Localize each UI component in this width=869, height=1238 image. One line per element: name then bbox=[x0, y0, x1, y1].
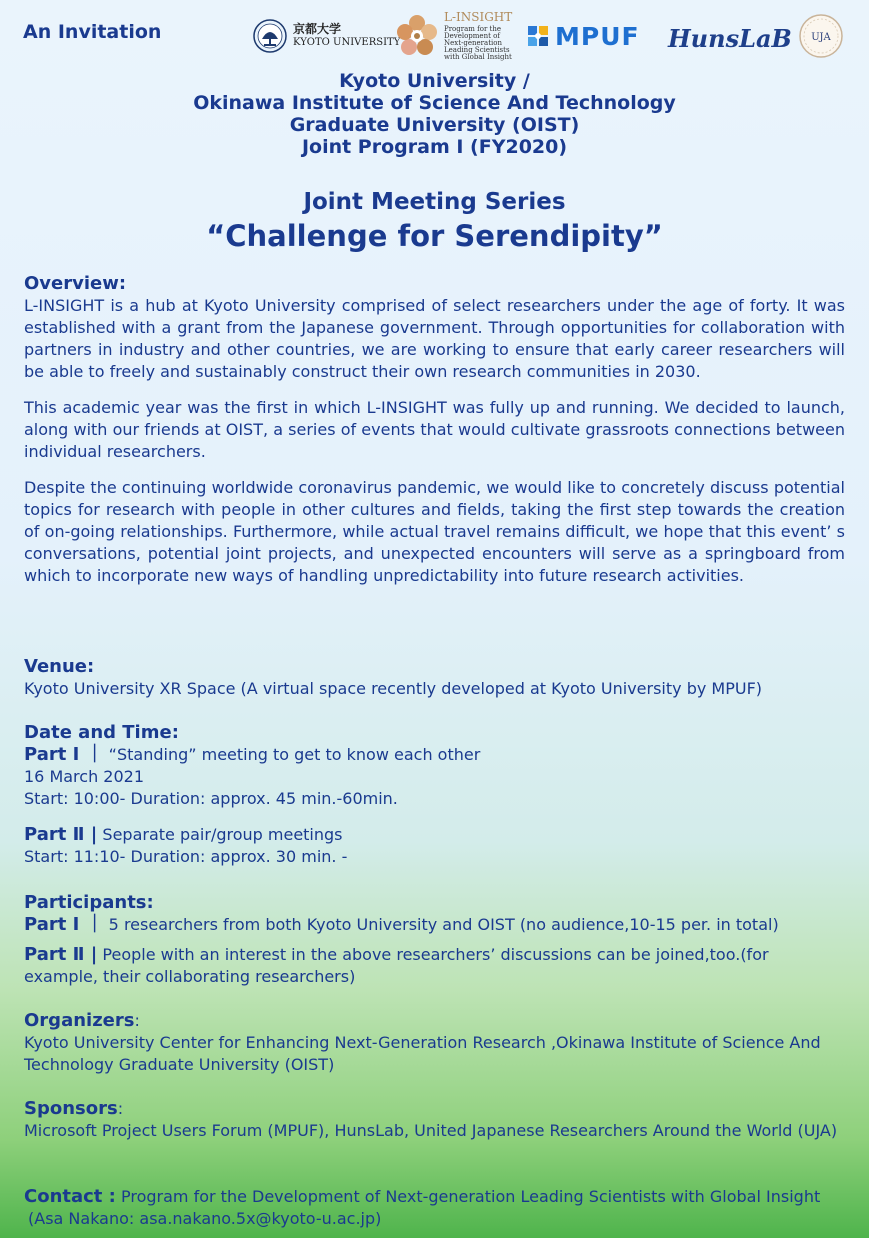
venue-text: Kyoto University XR Space (A virtual space recently developed at Kyoto University by MPUF) bbox=[24, 679, 763, 698]
contact-section bbox=[24, 1186, 845, 1230]
datetime-section bbox=[24, 722, 845, 868]
sponsors-section bbox=[24, 1098, 845, 1142]
sponsors-colon: : bbox=[117, 1099, 124, 1118]
header-bar bbox=[0, 0, 869, 70]
l-insight-name: L-INSIGHT bbox=[444, 10, 513, 24]
flower-icon bbox=[394, 13, 440, 59]
datetime-part1-label: Part Ⅰ ｜ bbox=[24, 744, 104, 765]
uja-logo bbox=[798, 12, 844, 60]
mpuf-puzzle-icon bbox=[527, 25, 549, 47]
participants-part2-label: Part Ⅱ | bbox=[24, 944, 98, 965]
ku-logo-en: KYOTO UNIVERSITY bbox=[293, 37, 401, 48]
series-title: Joint Meeting Series bbox=[303, 189, 566, 215]
ku-logo-jp: 京都大学 bbox=[293, 22, 342, 36]
title-line-4: Joint Program Ⅰ (FY2020) bbox=[301, 136, 568, 158]
sponsors-text: Microsoft Project Users Forum (MPUF), HunsLab, United Japanese Researchers Around the World (UJA) bbox=[24, 1121, 838, 1140]
participants-part1-text: 5 researchers from both Kyoto University and OIST (no audience,10-15 per. in total) bbox=[108, 915, 779, 934]
contact-heading: Contact : bbox=[24, 1186, 116, 1207]
datetime-part1-time: Start: 10:00- Duration: approx. 45 min.-60min. bbox=[24, 789, 398, 808]
kyoto-university-logo bbox=[253, 12, 400, 60]
participants-part2-text: People with an interest in the above researchers’ discussions can be joined,too.(for example, their collaborating researchers) bbox=[24, 945, 769, 986]
overview-paragraph-3: Despite the continuing worldwide coronavirus pandemic, we would like to concretely discuss potential topics for research with people in other cultures and fields, taking the first step towards the creation of on-going relationships. Furthermore, while actual travel remains difficult, we hope that this event’ s conversations, potential joint projects, and unexpected encounters will serve as a springboard from which to incorporate new ways of handling unpredictability into future research activities. bbox=[24, 478, 845, 585]
venue-heading: Venue: bbox=[24, 656, 95, 677]
sponsors-heading: Sponsors bbox=[24, 1098, 118, 1119]
mpuf-logo bbox=[527, 12, 640, 60]
overview-paragraph-2: This academic year was the first in which L-INSIGHT was fully up and running. We decided to launch, along with our friends at OIST, a series of events that would cultivate grassroots connections between individual researchers. bbox=[24, 398, 845, 461]
l-insight-subtitle: Program for the Development of Next-generation Leading Scientists with Global Insight bbox=[444, 25, 512, 61]
ku-emblem-icon bbox=[253, 19, 287, 53]
title-line-2: Okinawa Institute of Science And Technology bbox=[193, 92, 676, 114]
organizers-colon: : bbox=[134, 1011, 140, 1030]
datetime-heading: Date and Time: bbox=[24, 722, 179, 743]
hunslab-logo: HunsLaB bbox=[668, 23, 792, 53]
uja-text: UJA bbox=[811, 32, 831, 43]
participants-section bbox=[24, 892, 845, 988]
overview-paragraph-1: L-INSIGHT is a hub at Kyoto University comprised of select researchers under the age of forty. It was established with a grant from the Japanese government. Through opportunities for collaboration with partners in industry and other countries, we are working to ensure that early career researchers will be able to freely and sustainably construct their own research communities in 2030. bbox=[24, 296, 845, 381]
datetime-part1-date: 16 March 2021 bbox=[24, 767, 145, 786]
organizers-text: Kyoto University Center for Enhancing Next-Generation Research ,Okinawa Institute of Science And Technology Graduate University (OIST) bbox=[24, 1033, 821, 1074]
event-title: “Challenge for Serendipity” bbox=[206, 219, 663, 253]
participants-part1-label: Part Ⅰ ｜ bbox=[24, 914, 104, 935]
datetime-part2-time: Start: 11:10- Duration: approx. 30 min. - bbox=[24, 847, 348, 866]
title-line-1: Kyoto University / bbox=[339, 70, 530, 92]
datetime-part2-label: Part Ⅱ | bbox=[24, 824, 98, 845]
contact-person: (Asa Nakano: asa.nakano.5x@kyoto-u.ac.jp) bbox=[28, 1209, 382, 1228]
uja-seal-icon bbox=[798, 13, 844, 59]
contact-text: Program for the Development of Next-generation Leading Scientists with Global Insight bbox=[120, 1187, 821, 1206]
datetime-part1-text: “Standing” meeting to get to know each other bbox=[108, 745, 481, 764]
organizers-heading: Organizers bbox=[24, 1010, 135, 1031]
datetime-part2-text: Separate pair/group meetings bbox=[102, 825, 343, 844]
title-line-3: Graduate University (OIST) bbox=[289, 114, 580, 136]
overview-heading: Overview: bbox=[24, 273, 127, 294]
participants-heading: Participants: bbox=[24, 892, 154, 913]
invitation-label: An Invitation bbox=[23, 21, 162, 43]
main-content bbox=[24, 273, 845, 587]
mpuf-wordmark: MPUF bbox=[555, 21, 640, 51]
organizers-section bbox=[24, 1010, 845, 1076]
program-title bbox=[0, 70, 869, 158]
venue-section bbox=[24, 656, 845, 700]
l-insight-logo bbox=[394, 12, 514, 60]
